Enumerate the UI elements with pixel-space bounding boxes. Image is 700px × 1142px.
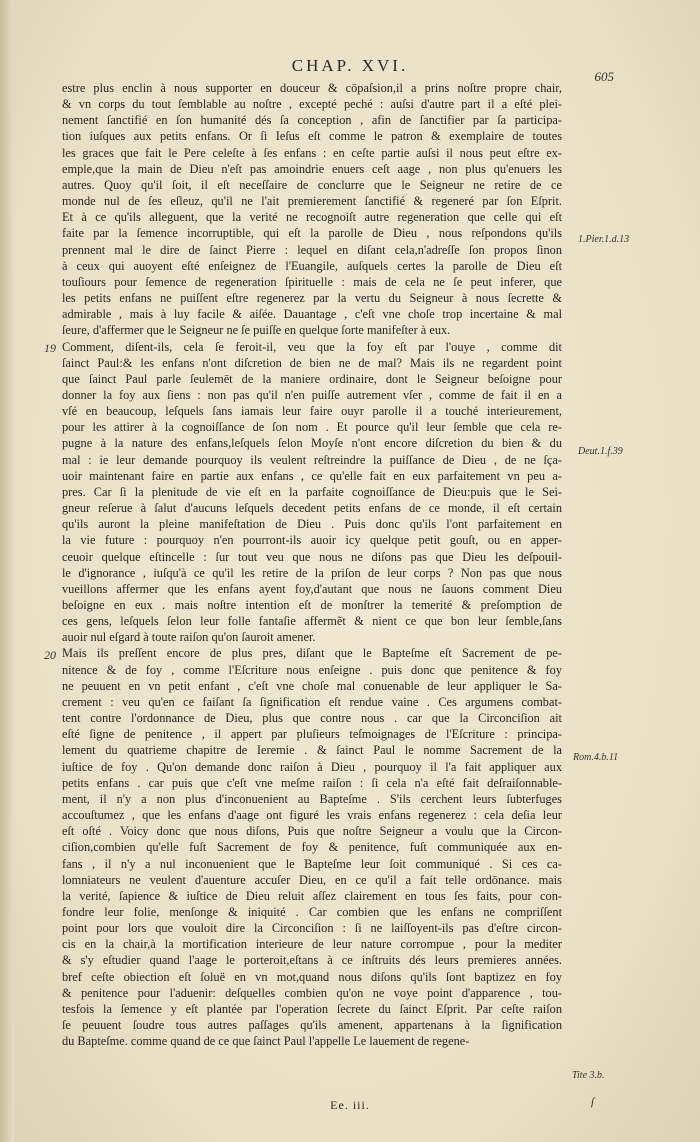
text-line: ſeure, d'affermer que le Seigneur ne ſe puiſſe en quelque ſorte manifeſter à eux. [62,323,451,338]
text-line: & vn corps du tout ſemblable au noſtre , excepté peché : auſsi d'autre part il a eſté plei- [62,97,562,112]
margin-note: Tite 3.b. [572,1070,605,1081]
text-line: autres. Quoy qu'il ſoit, il eſt neceſſaire de conclurre que le Seigneur ne retire de ce [62,177,562,192]
text-line: les petits enfans ne puiſſent eſtre regenerez par la vertu du Seigneur à nous ſecrette & [62,291,562,306]
margin-note: Rom.4.b.11 [573,752,619,763]
text-line: le d'ignorance , iuſqu'à ce qu'il les retire de la priſon de leur corps ? Non pas que nous [62,565,562,580]
text-line: tion iuſques aux petits enfans. Or ſi Ieſus eſt comme le patron & exemplaire de toutes [62,129,562,144]
text-line: ſe peuuent ſoudre tous autres paſſages qu'ils amenent, appartenans à la ſignification [62,1018,562,1033]
text-line: la vie future : pourquoy n'en pourront-ils auoir icy quelque petit gouſt, ou en apper- [62,533,562,548]
text-line: eſt oſté . Voicy donc que nous diſons, Puis que noſtre Seigneur a voulu que la Circon- [62,824,562,839]
text-line: ſainct Paul:& les enfans n'ont diſcretion de bien ne de mal? Mais ils ne regardent point [62,355,562,370]
text-line: beſoigne en eux . mais noſtre intention eſt de monſtrer la temerité & preſomption de [62,598,562,612]
body-text [62,80,562,1049]
text-line: qu'ils auront la pleine manifeſtation de Dieu . Puis donc qu'ils l'ont parfaitement en [62,517,562,532]
running-head: CHAP. XVI. [291,56,409,75]
text-line: ces gens, leſquels ſelon leur folle fantaſie affermẽt & nient ce que bon leur ſemble,ſans [62,614,562,629]
text-line: & s'y eſtudier quand l'aage le porteroit,eſtans à ce inſtruits dés leurs premieres années. [62,953,562,968]
text-line: mal : ie leur demande pourquoy ils veulent reſtreindre la puiſſance de Dieu , de ne ſça- [62,452,562,467]
text-line: Mais ils preſſent encore de plus pres, diſant que le Bapteſme eſt Sacrement de pe- [62,646,562,661]
text-line: admirable , mais à luy facile & aiſée. Dauantage , c'eſt vne choſe trop incertaine & mal [62,307,562,322]
text-line: les graces que fait le Pere celeſte à ſes enfans : en ceſte partie auſsi il nous peut eſtre ex- [62,145,562,160]
text-line: accouſtumez , que les enfans d'aage ont figuré les vrais enfans regenerez : cela deſia leur [62,808,562,823]
text-line: bref ceſte obiection eſt ſoluë en vn mot,quand nous diſons qu'ils ſont baptizez en foy [62,969,562,984]
text-line: emple,que la main de Dieu n'eſt pas amoindrie enuers ceſt aage , non plus qu'enuers les [62,161,562,176]
text-line: touſiours pour ſemence de regeneration ſpirituelle : mais de cela ne ſe peut inferer, que [62,274,562,289]
catchword: ſ [591,1096,595,1108]
text-line: uoir maintenant faire en partie aux enfans , ce qu'elle fait en eux parfaitement vn peu a- [62,468,562,483]
text-line: iuſtice de foy . Qu'on demande donc raiſon à Dieu , pourquoy il l'a fait appliquer aux [62,759,562,774]
text-line: que ſainct Paul parle ſeulemēt de la maniere ordinaire, dont le Seigneur beſoigne pour [62,371,562,386]
paragraph-number: 19 [44,341,56,355]
text-line: du Bapteſme. comme quand de ce que ſainct Paul l'appelle Le lauement de regene- [62,1034,470,1049]
text-line: nitence & de foy , comme l'Eſcriture nous enſeigne . puis donc que penitence & foy [62,662,562,677]
text-line: ciſion,combien qu'elle fuſt Sacrement de foy & penitence, fuſt communiquée aux en- [62,840,562,855]
text-line: eſté ſigne de penitence , il appert par pluſieurs teſmoignages de l'Eſcriture : principa- [62,727,562,742]
text-line: Et à ce qu'ils alleguent, que la verité ne recognoiſt autre regeneration que celle qui eſt [62,210,562,225]
text-line: ceuoir quelque eſtincelle : ſur tout veu que nous ne diſons pas que Dieu les deſpouil- [62,549,562,564]
text-line: à ceux qui auoyent eſté enſeignez de l'Euangile, auſquels certes la parolle de Dieu eſt [62,258,562,273]
page-gutter-shadow [0,0,14,1142]
text-line: la verité, ſapience & iuſtice de Dieu reluit aſſez clairement en tous ſes faits, pour con- [62,888,562,903]
text-line: fans , il n'y a nul inconuenient que le Bapteſme leur ſoit communiqué . Si ces ca- [62,856,562,871]
text-line: vueillons affermer que les enfans ayent foy,d'autant que nous ne ſauons comment Dieu [62,581,562,596]
text-line: point pour lors que vouloit dire la Circonciſion : ſi ne laiſſoyent-ils pas d'eſtre circon- [62,921,562,936]
text-line: ne peuuent en vn petit enfant , c'eſt vne choſe mal conuenable de leur appliquer le Sa- [62,678,562,693]
folio-number: 605 [594,69,614,84]
paragraph-number: 20 [44,648,56,662]
text-line: auoir nul eſgard à toute raiſon qu'on ſauroit amener. [62,630,316,645]
text-line: petits enfans . car puis que c'eſt vne meſme raiſon : ſi cela n'a eſté fait deſraiſonnable- [62,775,562,790]
text-line: lomniateurs ne veulent d'auenture accuſer Dieu, en ce qu'il a fait telle ordōnance. mais [62,872,562,887]
text-line: gneur reſerue à ſalut d'aucuns leſquels decedent petits enfans de ce monde, il eſt certain [62,501,562,516]
text-line: tesfois la ſemence y eſt plantée par l'operation ſecrete du ſainct Eſprit. Par ceſte raiſon [62,1001,562,1016]
text-line: ment, il n'y a non plus d'inconuenient au Bapteſme . S'ils cerchent leurs ſubterfuges [62,791,562,806]
text-line: pres. Car ſi la plenitude de vie eſt en la parfaite cognoiſſance de Dieu:puis que le Sei- [62,484,562,499]
text-line: donner la foy aux ſiens : non pas qu'il n'en puiſſe autrement vſer , comme de fait il en a [62,387,562,402]
text-line: prennent mal le dire de ſainct Pierre : lequel en diſant cela,n'adreſſe ſon propos ſinon [62,242,562,257]
margin-note: Deut.1.f.39 [578,446,623,457]
text-line: lement du quatrieme chapitre de Ieremie . & ſainct Paul le nomme Sacrement de la [62,743,562,758]
text-line: fondre leur folie, menſonge & iniquité . Car combien que les enfans ne compriſſent [62,904,562,919]
text-line: monde nul de ſes eſleuz, qu'il ne l'ait premierement ſanctifié & regeneré par ſon Eſprit. [62,194,562,209]
text-line: estre plus enclin à nous supporter en douceur & cōpaſsion,il a prins noſtre propre chair, [62,81,562,95]
text-line: nement ſanctifié en ſon humanité dés ſa conception , afin de ſanctifier par ſa participa- [62,113,562,128]
text-line: tent contre l'ordonnance de Dieu, plus que contre nous . car que la Circonciſion ait [62,711,562,726]
text-line: & penitence pour l'aduenir: deſquelles combien qu'on ne voye point d'apparence , tou- [62,985,562,1000]
margin-note: 1.Pier.1.d.13 [578,234,630,245]
text-line: Comment, diſent-ils, cela ſe feroit-il, veu que la foy eſt par l'ouye , comme dit [62,339,562,354]
text-line: crement : veu qu'en ce faiſant ſa ſignification eſt rendue vaine . Ces argumens combat- [62,694,562,709]
text-line: faite par la ſemence incorruptible, qui eſt la parolle de Dieu , nous reſpondons qu'ils [62,226,562,241]
text-line: cis en la chair,à la mortification interieure de leur nature corrompue , pour la mediter [62,937,562,952]
signature-mark: Ee. iii. [330,1098,370,1112]
text-line: vſé en beaucoup, leſquels ſans iamais leur faire ouyr parolle il a touché interieurement, [62,404,562,419]
text-line: pour les attirer à la cognoiſſance de ſon nom . Et pource qu'il leur ſemble que cela re- [62,420,562,435]
text-line: pugne à la nature des enfans,leſquels ſelon Moyſe n'ont encore diſcretion du bien & du [62,436,562,451]
